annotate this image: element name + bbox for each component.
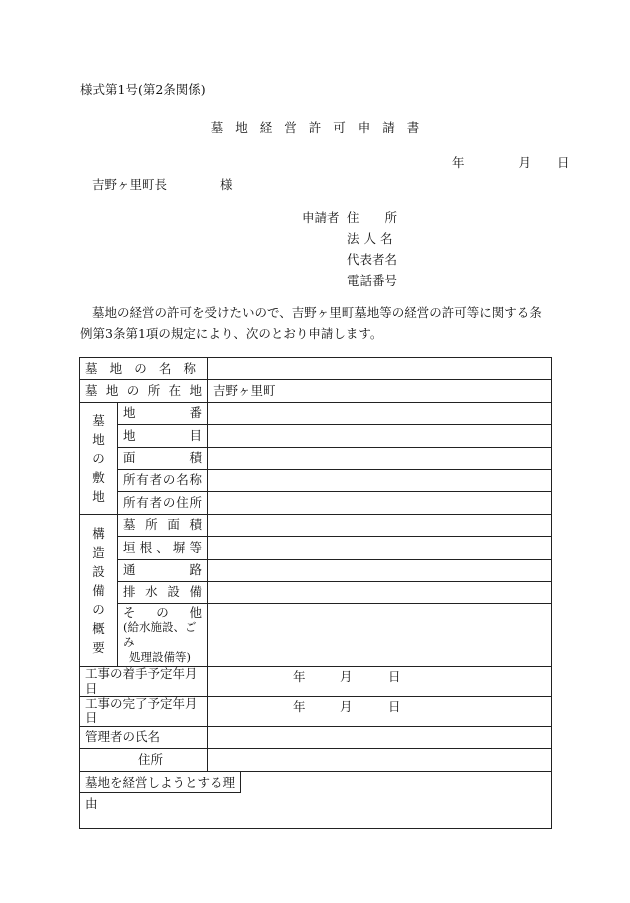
area-field[interactable] [208,447,552,469]
structure-group-label: 構 造 設 備 の 概 要 [80,514,118,667]
owner-address-label: 所有者の住所 [118,492,208,514]
table-row [80,358,552,380]
manager-name-label: 管理者の氏名 [80,726,208,748]
table-row [80,514,552,536]
manager-address-field[interactable] [208,749,552,771]
cemetery-location-label: 墓地の所在地 [80,380,208,402]
grave-area-field[interactable] [208,514,552,536]
construction-end-label: 工事の完了予定年月日 [80,697,208,727]
application-date [452,155,570,170]
drainage-label: 排水設備 [118,581,208,603]
date-day-unit: 日 [557,155,570,170]
drainage-field[interactable] [208,581,552,603]
table-row [80,537,552,559]
manager-address-label: 住所 [80,749,208,771]
table-row [80,604,552,667]
date-year-unit: 年 [452,155,465,170]
construction-start-field[interactable]: 年 月 日 [208,667,552,697]
manager-name-field[interactable] [208,726,552,748]
applicant-corp-label: 法 人 名 [347,231,393,246]
construction-start-label: 工事の着手予定年月日 [80,667,208,697]
applicant-rep-label: 代表者名 [347,252,398,267]
site-group-label: 墓 地 の 敷 地 [80,402,118,514]
cemetery-name-label: 墓地の名称 [80,358,208,380]
area-label: 面積 [118,447,208,469]
cemetery-location-field[interactable]: 吉野ヶ里町 [208,380,552,402]
passage-label: 通路 [118,559,208,581]
construction-end-field[interactable]: 年 月 日 [208,697,552,727]
lot-number-label: 地番 [118,402,208,424]
table-row [80,380,552,402]
addressee-honorific: 様 [220,177,233,192]
passage-field[interactable] [208,559,552,581]
addressee [92,177,233,192]
table-row [80,726,552,748]
date-month-unit: 月 [518,155,532,170]
application-statement: 墓地の経営の許可を受けたいので、吉野ヶ里町墓地等の経営の許可等に関する条例第3条第1項の規定により、次のとおり申請します。 [80,305,542,341]
lot-number-field[interactable] [208,402,552,424]
document-title: 墓地経営許可申請書 [210,120,432,135]
table-row [80,425,552,447]
table-row [80,581,552,603]
applicant-prefix: 申請者 [302,210,340,225]
table-row [80,447,552,469]
fence-label: 垣根、塀等 [118,537,208,559]
application-form-table [79,357,552,829]
owner-name-field[interactable] [208,469,552,491]
table-row [80,771,552,828]
applicant-address-label: 住 所 [347,210,398,225]
table-row [80,559,552,581]
reason-field[interactable] [80,771,552,828]
other-facilities-label: その他 (給水施設、ごみ 処理設備等) [118,604,208,667]
land-category-label: 地目 [118,425,208,447]
addressee-name: 吉野ヶ里町長 [92,177,168,192]
table-row [80,492,552,514]
applicant-phone-label: 電話番号 [347,273,398,288]
fence-field[interactable] [208,537,552,559]
land-category-field[interactable] [208,425,552,447]
table-row [80,697,552,727]
table-row [80,402,552,424]
table-row [80,667,552,697]
other-facilities-field[interactable] [208,604,552,667]
cemetery-name-field[interactable] [208,358,552,380]
reason-label: 墓地を経営しようとする理由 [80,772,241,793]
form-number: 様式第1号(第2条関係) [80,82,206,97]
owner-name-label: 所有者の名称 [118,469,208,491]
table-row [80,469,552,491]
table-row [80,749,552,771]
owner-address-field[interactable] [208,492,552,514]
grave-area-label: 墓所面積 [118,514,208,536]
